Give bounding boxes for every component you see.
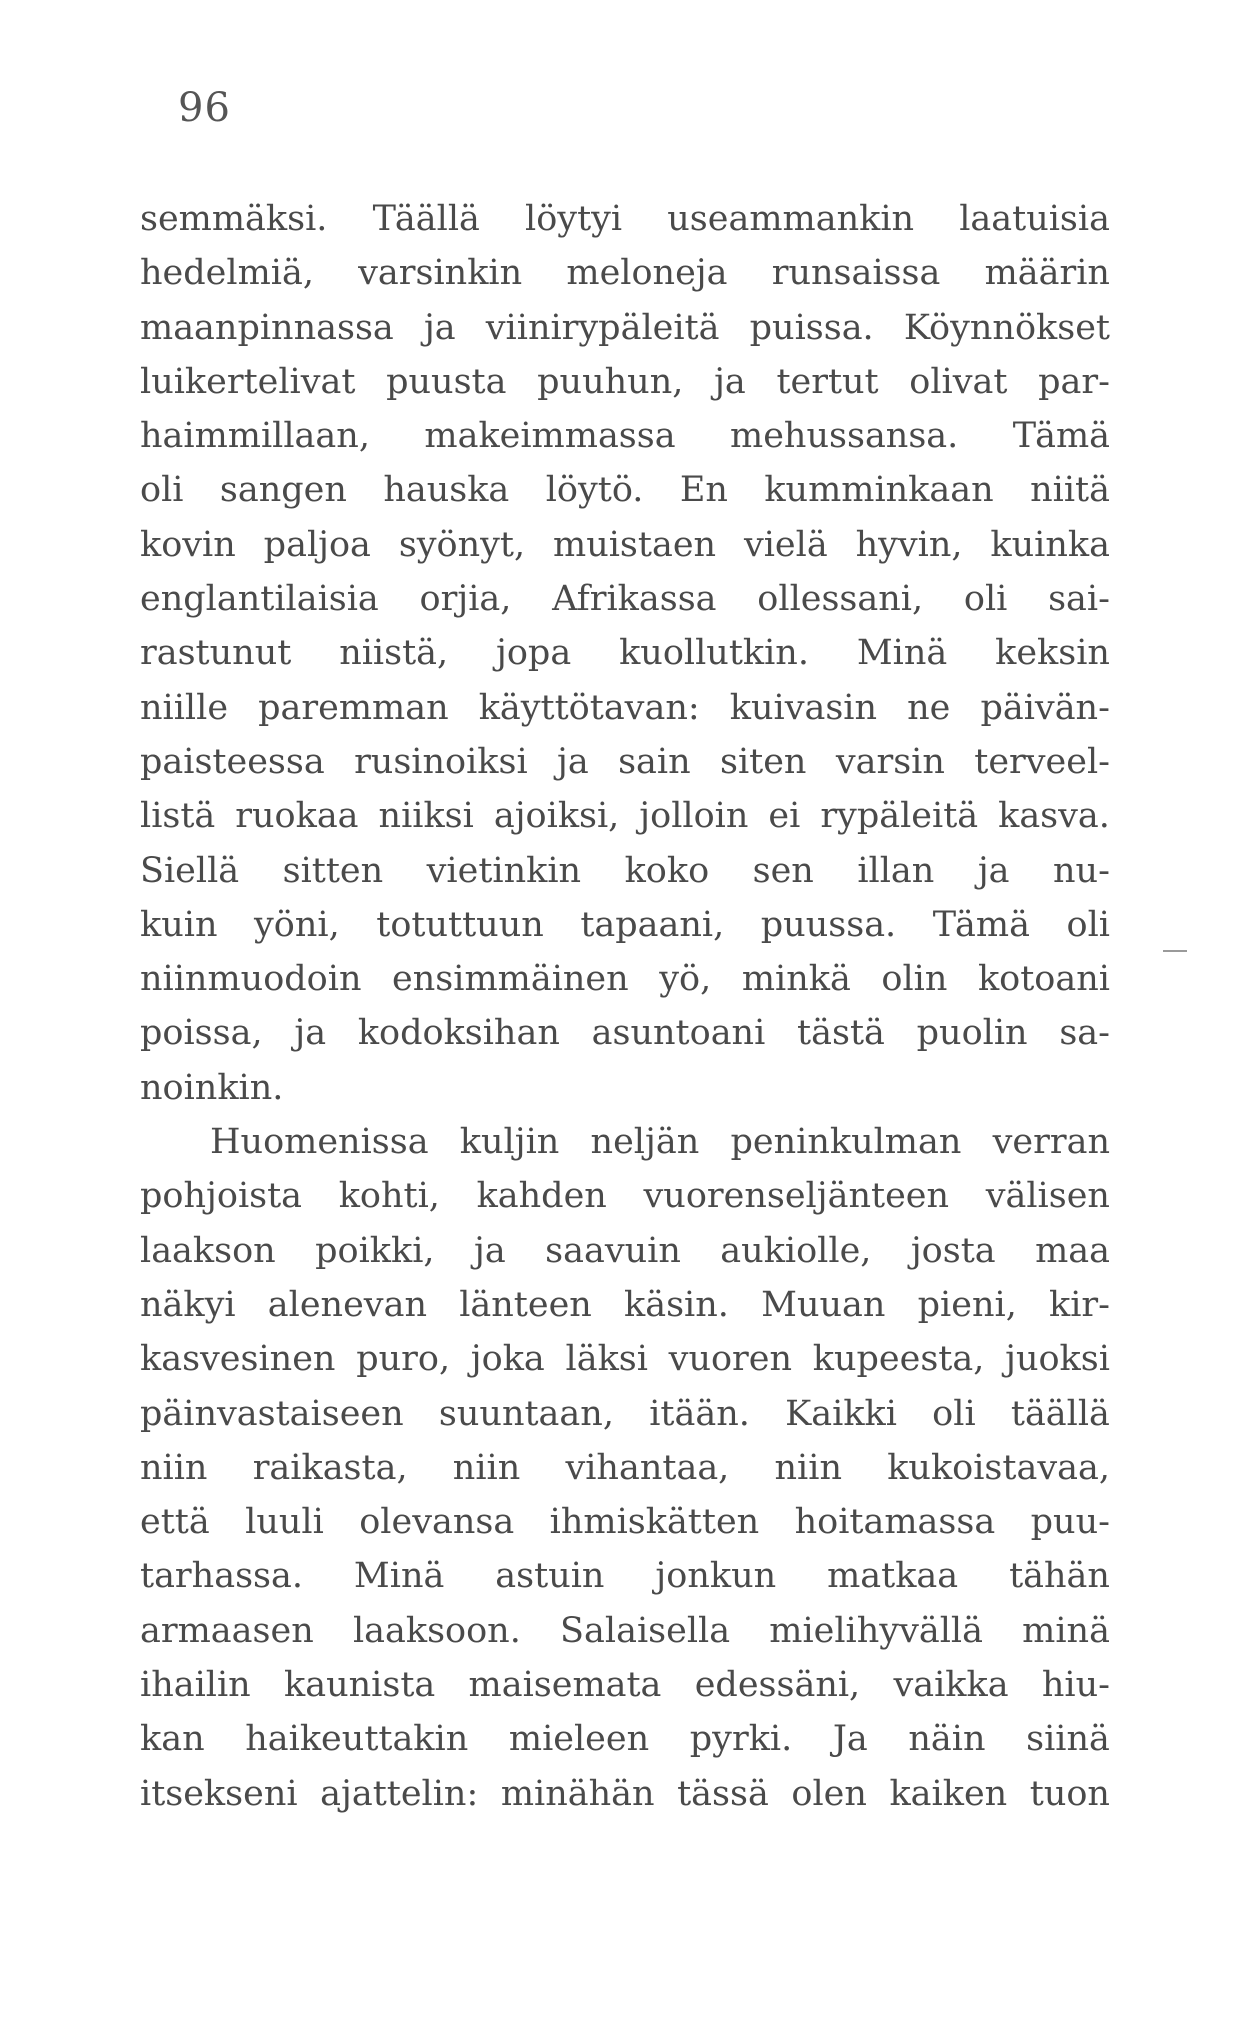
word: Huomenissa [210, 1122, 429, 1163]
word: ollessani, [757, 579, 924, 620]
text-line [140, 1224, 1110, 1278]
word: olevansa [359, 1502, 515, 1543]
text-line [140, 952, 1110, 1006]
word: rastunut [140, 633, 292, 674]
word: oli [140, 470, 184, 511]
word: kuin [140, 904, 218, 945]
word: englantilaisia [140, 579, 379, 620]
text-line [140, 1061, 1110, 1115]
word: kukoistavaa, [887, 1447, 1110, 1488]
word: hiu- [1041, 1665, 1110, 1706]
word: josta [910, 1230, 996, 1271]
word: niistä, [339, 633, 449, 674]
word: mielihyvällä [769, 1610, 983, 1651]
word: oli [963, 579, 1008, 620]
word: runsaissa [771, 253, 941, 294]
word: muistaen [553, 524, 717, 565]
word: määrin [984, 253, 1110, 294]
word: totuttuun [376, 904, 544, 945]
word: neljän [590, 1122, 700, 1163]
word: vihantaa, [565, 1447, 730, 1488]
word: luikertelivat [140, 361, 356, 402]
word: tästä [797, 1013, 885, 1054]
word: päinvastaiseen [140, 1393, 404, 1434]
word: kupeesta, [812, 1339, 985, 1380]
word: kumminkaan [764, 470, 994, 511]
word: Köynnökset [903, 307, 1110, 348]
word: itsekseni [140, 1773, 298, 1814]
word: kuinka [990, 524, 1110, 565]
word: listä [140, 796, 216, 837]
word: olivat [909, 361, 1008, 402]
word: Afrikassa [552, 579, 717, 620]
word: poissa, [140, 1013, 263, 1054]
word: haimmillaan, [140, 416, 370, 457]
word: läksi [565, 1339, 648, 1380]
word: niinmuodoin [140, 959, 362, 1000]
text-line [140, 1006, 1110, 1060]
word: puusta [386, 361, 507, 402]
word: Salaisella [560, 1610, 731, 1651]
word: saavuin [545, 1230, 681, 1271]
word: makeimmassa [424, 416, 676, 457]
word: ihailin [140, 1665, 251, 1706]
word: Ja [832, 1719, 868, 1760]
text-line [140, 1767, 1110, 1821]
word: kuivasin [729, 687, 878, 728]
word: kuljin [459, 1122, 560, 1163]
word: täällä [1010, 1393, 1110, 1434]
text-line [140, 1387, 1110, 1441]
word: terveel- [974, 741, 1110, 782]
text-line [140, 463, 1110, 517]
word: olen [791, 1773, 867, 1814]
word: niiksi [378, 796, 474, 837]
word: laaksoon. [352, 1610, 521, 1651]
text-line [140, 626, 1110, 680]
word: ajattelin: [320, 1773, 479, 1814]
word: ne [907, 687, 951, 728]
word: löytyi [525, 199, 623, 239]
word: suuntaan, [438, 1393, 614, 1434]
word: Muuan [761, 1284, 886, 1325]
word: vuorenseljänteen [643, 1176, 950, 1217]
word: sangen [219, 470, 347, 511]
word: alenevan [267, 1284, 427, 1325]
word: kodoksihan [357, 1013, 560, 1054]
word: siten [720, 741, 807, 782]
text-line [140, 192, 1110, 246]
word: juoksi [1005, 1339, 1110, 1380]
text-line [140, 1332, 1110, 1386]
word: niitä [1030, 470, 1110, 511]
word: siinä [1026, 1719, 1110, 1760]
text-line [140, 1712, 1110, 1766]
word: jopa [496, 633, 572, 674]
word: sain [618, 741, 691, 782]
word: ihmiskätten [549, 1502, 760, 1543]
word: käsin. [624, 1284, 729, 1325]
word: oli [1066, 904, 1110, 945]
word: useammankin [667, 199, 915, 239]
word: peninkulman [730, 1122, 962, 1163]
word: raikasta, [252, 1447, 408, 1488]
word: kaunista [284, 1665, 436, 1706]
word: niin [774, 1447, 842, 1488]
word: par- [1038, 361, 1110, 402]
word: löytö. [545, 470, 644, 511]
word: syönyt, [398, 524, 526, 565]
word: varsin [835, 741, 945, 782]
word: edessäni, [694, 1665, 861, 1706]
word: orjia, [419, 579, 512, 620]
word: tässä [677, 1773, 769, 1814]
word: aukiolle, [720, 1230, 872, 1271]
word: maanpinnassa [140, 307, 394, 348]
word: vuoren [668, 1339, 793, 1380]
word: rusinoiksi [354, 741, 528, 782]
word: keksin [995, 633, 1110, 674]
word: ajoiksi, [493, 796, 620, 837]
word: Kaikki [785, 1393, 897, 1434]
word: olin [881, 959, 948, 1000]
word: välisen [985, 1176, 1110, 1217]
word: puussa. [760, 904, 897, 945]
word: minkä [741, 959, 851, 1000]
word: niille [140, 687, 229, 728]
text-line [140, 572, 1110, 626]
text-line [140, 1495, 1110, 1549]
text-line [140, 898, 1110, 952]
word: paremman [258, 687, 449, 728]
word: maa [1035, 1230, 1110, 1271]
text-line [140, 409, 1110, 463]
word: kaiken [889, 1773, 1008, 1814]
word: käyttötavan: [478, 687, 700, 728]
body-text [140, 192, 1110, 1821]
word: mehussansa. [730, 416, 959, 457]
word: joka [470, 1339, 545, 1380]
text-line [140, 355, 1110, 409]
word: hedelmiä, [140, 253, 314, 294]
word: sai- [1048, 579, 1110, 620]
word: paljoa [263, 524, 371, 565]
word: vietinkin [426, 850, 582, 891]
word: ja [557, 741, 589, 782]
word: ruokaa [235, 796, 359, 837]
word: viinirypäleitä [485, 307, 720, 348]
word: minä [1022, 1610, 1110, 1651]
word: poikki, [315, 1230, 435, 1271]
word: noinkin. [140, 1067, 284, 1108]
word: kohti, [338, 1176, 440, 1217]
word: Tämä [932, 904, 1030, 945]
text-line [140, 246, 1110, 300]
word: kovin [140, 524, 236, 565]
word: semmäksi. [140, 199, 328, 239]
word: paisteessa [140, 741, 325, 782]
margin-mark [1163, 950, 1187, 952]
word: ensimmäinen [392, 959, 629, 1000]
word: ja [473, 1230, 506, 1271]
text-line [140, 1278, 1110, 1332]
text-line [140, 789, 1110, 843]
word: Tämä [1012, 416, 1110, 457]
word: sa- [1059, 1013, 1110, 1054]
word: puolin [916, 1013, 1028, 1054]
word: hoitamassa [794, 1502, 996, 1543]
word: Minä [856, 633, 948, 674]
word: oli [932, 1393, 976, 1434]
word: varsinkin [358, 253, 523, 294]
word: Täällä [372, 199, 480, 239]
word: kahden [476, 1176, 607, 1217]
word: länteen [459, 1284, 592, 1325]
text-line [140, 844, 1110, 898]
word: ei [768, 796, 801, 837]
word: ja [714, 361, 746, 402]
word: En [679, 470, 728, 511]
word: haikeuttakin [245, 1719, 469, 1760]
word: mieleen [508, 1719, 650, 1760]
word: tertut [776, 361, 879, 402]
word: kasva. [998, 796, 1110, 837]
word: jonkun [655, 1556, 777, 1597]
word: Minä [353, 1556, 445, 1597]
word: asuntoani [591, 1013, 766, 1054]
text-line [140, 1549, 1110, 1603]
word: hauska [383, 470, 510, 511]
word: koko [624, 850, 710, 891]
text-line [140, 1169, 1110, 1223]
text-line [140, 1604, 1110, 1658]
word: laatuisia [959, 199, 1110, 239]
word: vielä [743, 524, 828, 565]
word: että [140, 1502, 210, 1543]
word: sen [752, 850, 814, 891]
word: ja [294, 1013, 327, 1054]
word: kasvesinen [140, 1339, 336, 1380]
word: nu- [1053, 850, 1110, 891]
word: kan [140, 1719, 205, 1760]
word: verran [992, 1122, 1110, 1163]
word: päivän- [980, 687, 1110, 728]
word: niin [140, 1447, 208, 1488]
text-line [140, 301, 1110, 355]
word: pohjoista [140, 1176, 303, 1217]
word: illan [857, 850, 935, 891]
word: pyrki. [689, 1719, 793, 1760]
word: hyvin, [855, 524, 963, 565]
word: puuhun, [537, 361, 684, 402]
text-line [140, 1115, 1110, 1169]
word: yö, [659, 959, 712, 1000]
word: yöni, [254, 904, 340, 945]
word: itään. [649, 1393, 750, 1434]
word: rypäleitä [820, 796, 979, 837]
word: tarhassa. [140, 1556, 303, 1597]
word: puu- [1030, 1502, 1110, 1543]
word: puissa. [749, 307, 874, 348]
word: armaasen [140, 1610, 314, 1651]
word: ja [423, 307, 456, 348]
text-line [140, 1658, 1110, 1712]
page-number: 96 [178, 85, 231, 131]
word: tapaani, [580, 904, 725, 945]
text-line [140, 681, 1110, 735]
word: luuli [245, 1502, 324, 1543]
word: matkaa [827, 1556, 959, 1597]
word: laakson [140, 1230, 276, 1271]
word: meloneja [566, 253, 728, 294]
word: tähän [1009, 1556, 1110, 1597]
word: kir- [1049, 1284, 1110, 1325]
text-line [140, 1441, 1110, 1495]
word: ja [977, 850, 1010, 891]
word: näin [908, 1719, 986, 1760]
text-line [140, 518, 1110, 572]
word: niin [452, 1447, 521, 1488]
word: vaikka [893, 1665, 1009, 1706]
word: kotoani [977, 959, 1110, 1000]
word: kuollutkin. [619, 633, 809, 674]
word: jolloin [639, 796, 749, 837]
word: puro, [356, 1339, 451, 1380]
word: pieni, [917, 1284, 1017, 1325]
word: minähän [500, 1773, 655, 1814]
word: tuon [1029, 1773, 1110, 1814]
word: näkyi [140, 1284, 236, 1325]
word: maisemata [468, 1665, 662, 1706]
word: astuin [495, 1556, 605, 1597]
word: Siellä [140, 850, 240, 891]
text-line [140, 735, 1110, 789]
word: sitten [282, 850, 384, 891]
